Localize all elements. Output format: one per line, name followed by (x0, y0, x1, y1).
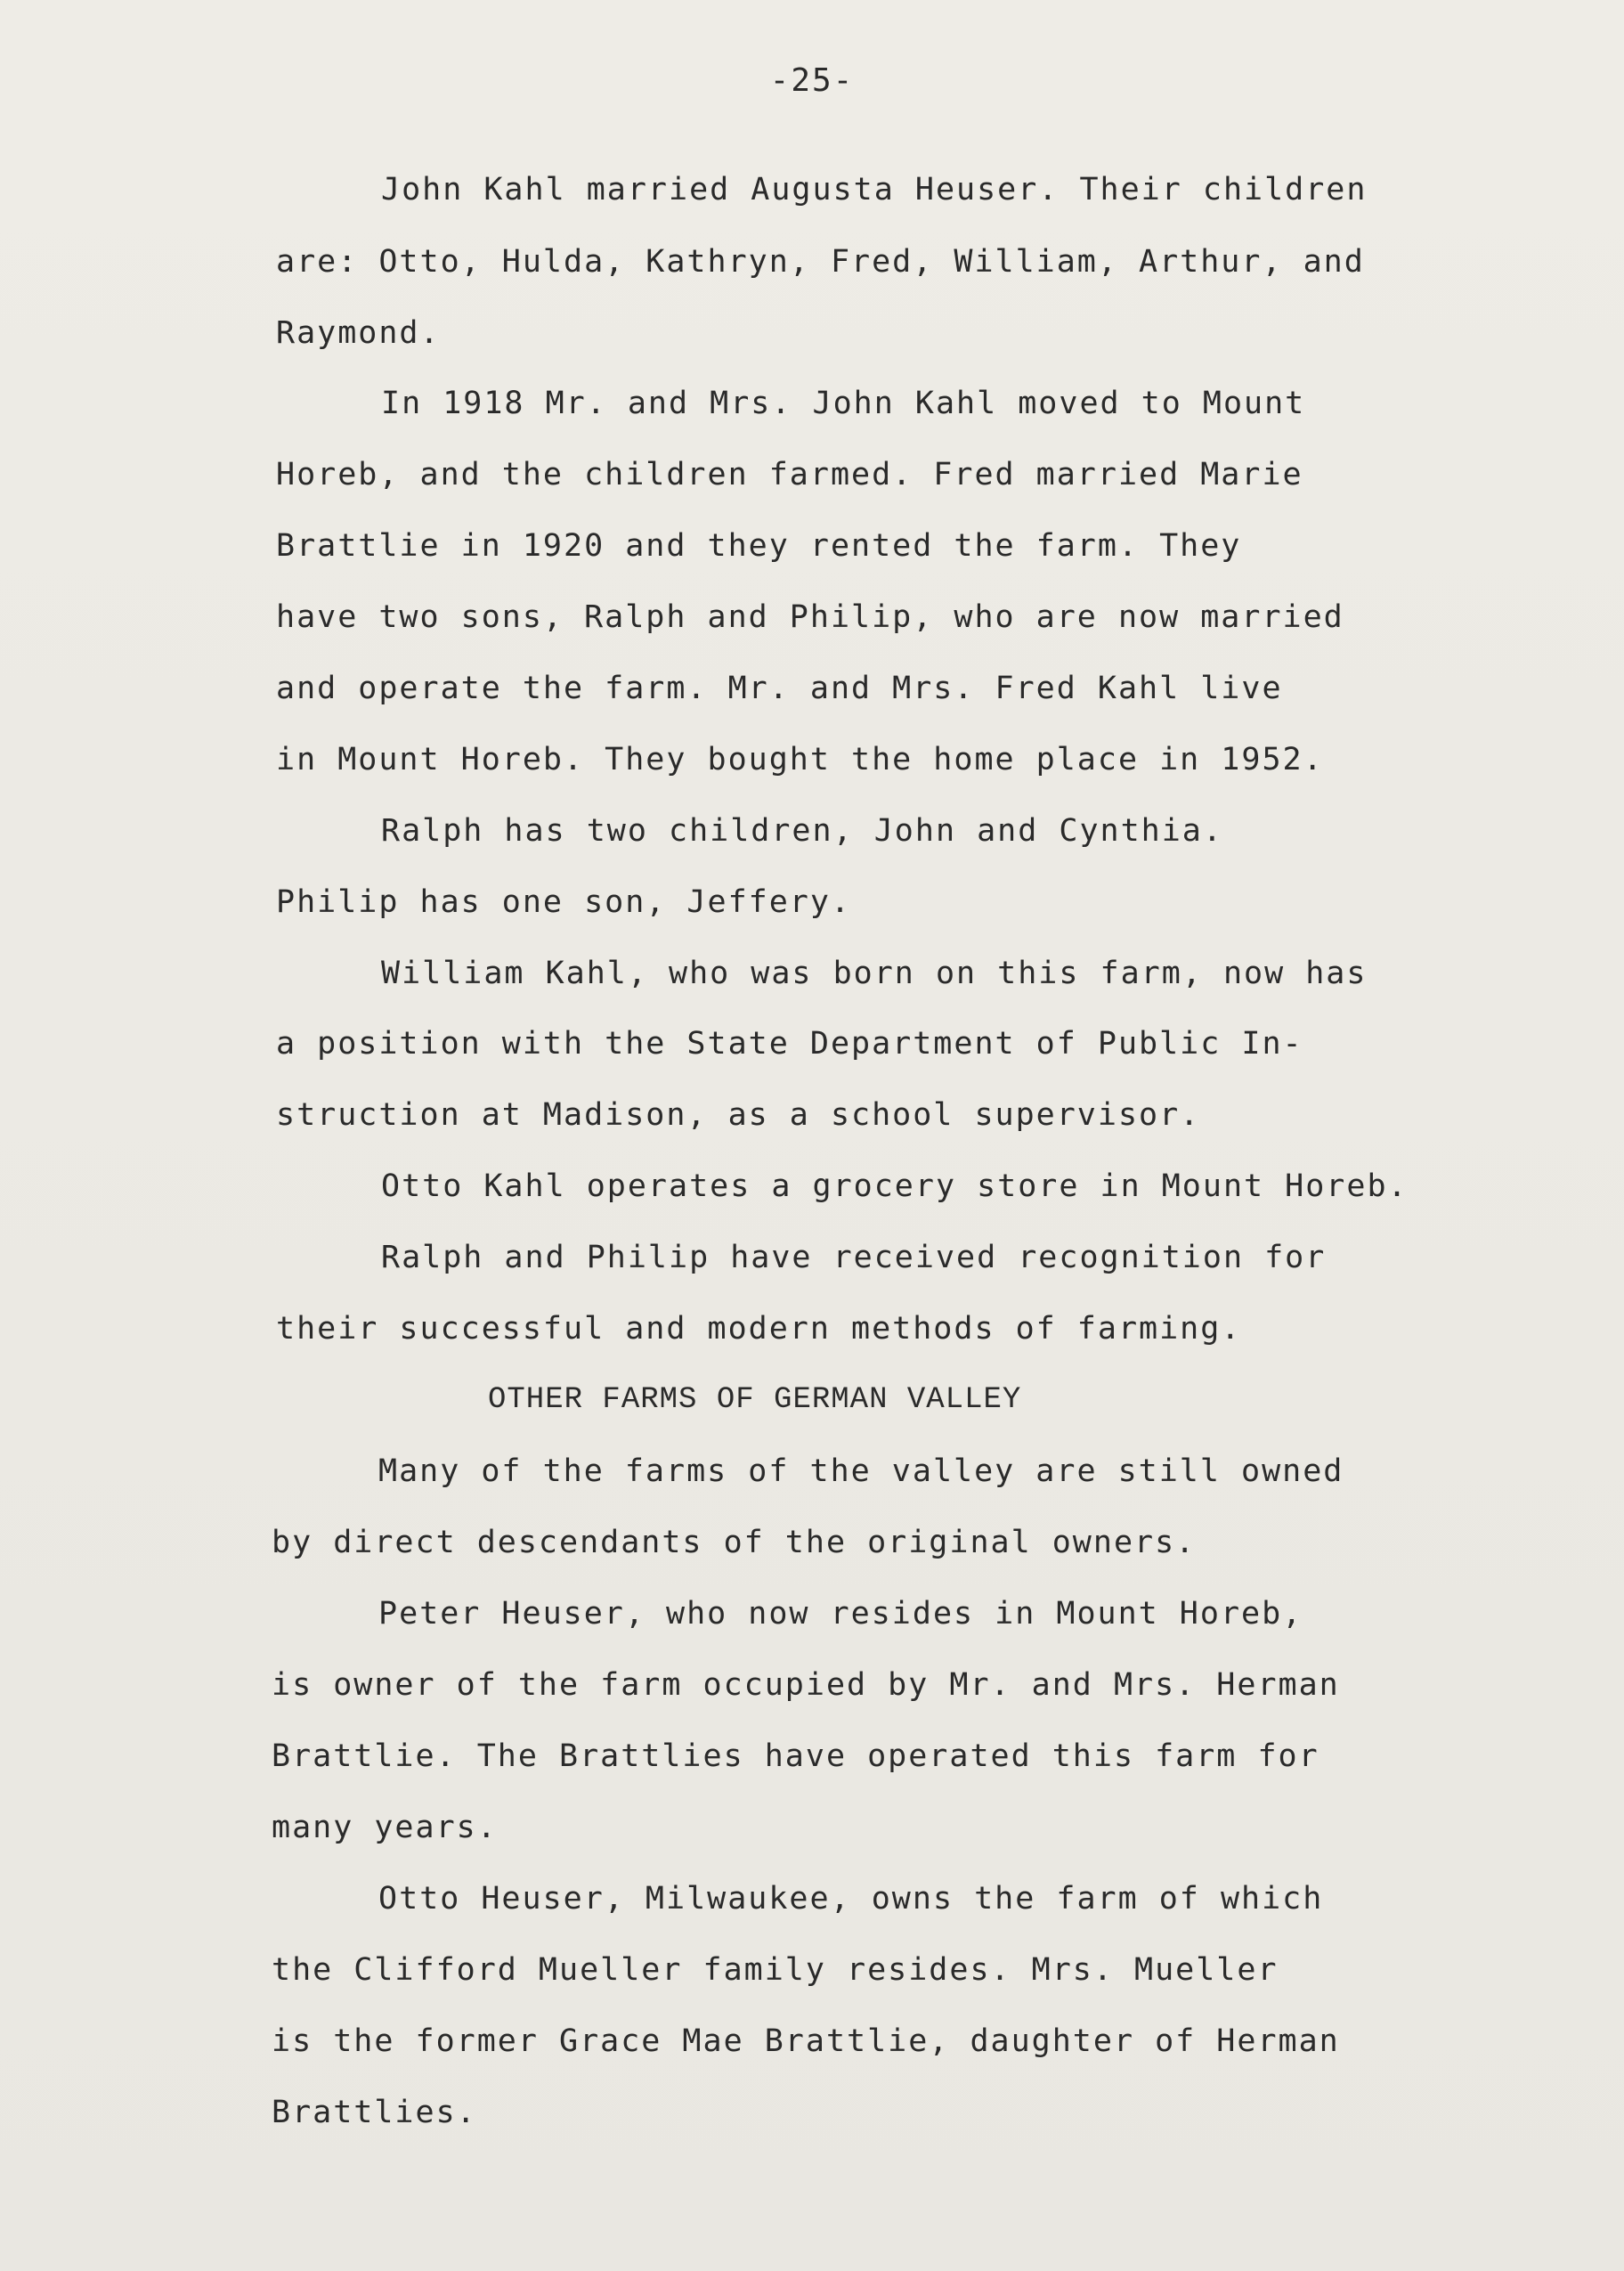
text-line: Ralph and Philip have received recognition for (381, 1240, 1327, 1275)
text-line: William Kahl, who was born on this farm, now has (381, 956, 1368, 991)
text-line: Brattlie. The Brattlies have operated this farm for (272, 1738, 1320, 1774)
text-line: John Kahl married Augusta Heuser. Their children (381, 172, 1368, 208)
section-heading: OTHER FARMS OF GERMAN VALLEY (488, 1383, 1022, 1417)
text-line: have two sons, Ralph and Philip, who are now married (276, 599, 1344, 635)
text-line: their successful and modern methods of farming. (276, 1311, 1242, 1347)
text-line: Brattlie in 1920 and they rented the farm. They (276, 528, 1242, 564)
text-line: the Clifford Mueller family resides. Mrs. Mueller (272, 1952, 1279, 1988)
text-line: in Mount Horeb. They bought the home place in 1952. (276, 742, 1324, 777)
text-line: is owner of the farm occupied by Mr. and Mrs. Herman (272, 1667, 1340, 1703)
text-line: Philip has one son, Jeffery. (276, 884, 852, 920)
text-line: struction at Madison, as a school supervisor. (276, 1097, 1201, 1133)
text-line: Horeb, and the children farmed. Fred married Marie (276, 457, 1303, 492)
page-number: -25- (769, 62, 855, 99)
text-line: Raymond. (276, 315, 441, 351)
text-line: In 1918 Mr. and Mrs. John Kahl moved to Mount (381, 386, 1306, 421)
text-line: and operate the farm. Mr. and Mrs. Fred Kahl live (276, 671, 1283, 706)
text-line: are: Otto, Hulda, Kathryn, Fred, William, Arthur, and (276, 244, 1365, 280)
text-line: by direct descendants of the original owners. (272, 1525, 1197, 1560)
text-line: is the former Grace Mae Brattlie, daughter of Herman (272, 2023, 1340, 2059)
text-line: Otto Heuser, Milwaukee, owns the farm of which (378, 1881, 1324, 1917)
text-line: Brattlies. (272, 2095, 477, 2130)
text-line: many years. (272, 1810, 498, 1845)
text-line: Peter Heuser, who now resides in Mount Horeb, (378, 1596, 1303, 1632)
text-line: Ralph has two children, John and Cynthia. (381, 813, 1223, 849)
text-line: Many of the farms of the valley are still owned (378, 1453, 1344, 1489)
text-line: Otto Kahl operates a grocery store in Mount Horeb. (381, 1168, 1409, 1204)
text-line: a position with the State Department of Public In- (276, 1026, 1303, 1062)
